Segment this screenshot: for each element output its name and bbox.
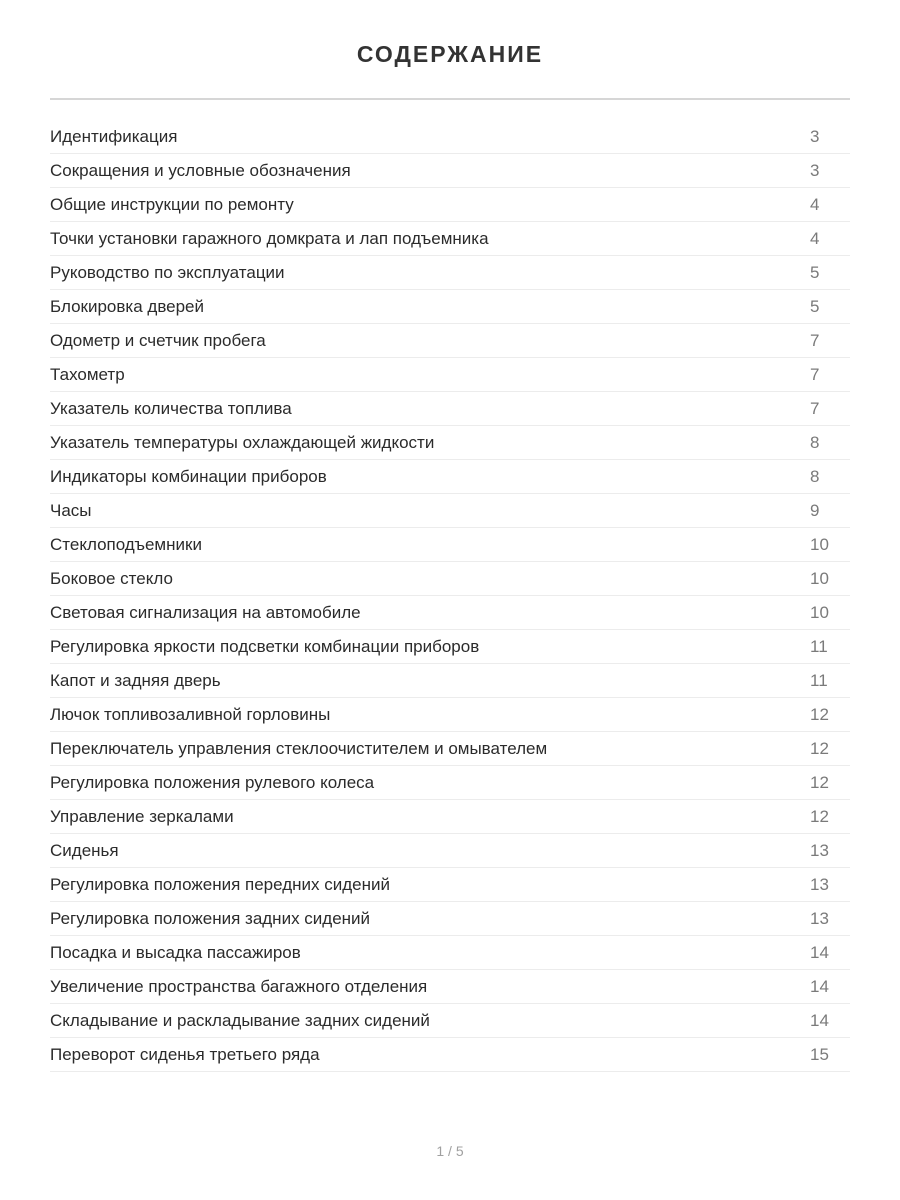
toc-entry-label: Сокращения и условные обозначения [50, 160, 351, 180]
toc-entry[interactable] [50, 868, 850, 902]
toc-entry-page-number: 11 [810, 636, 828, 656]
toc-entry-page-number: 7 [810, 330, 820, 350]
toc-entry-label: Стеклоподъемники [50, 534, 202, 554]
toc-entry-label: Лючок топливозаливной горловины [50, 704, 331, 724]
toc-entry-page-number: 13 [810, 874, 829, 894]
toc-entry[interactable] [50, 154, 850, 188]
toc-entry[interactable] [50, 630, 850, 664]
toc-entry-label: Капот и задняя дверь [50, 670, 221, 690]
toc-entry-label: Одометр и счетчик пробега [50, 330, 266, 350]
toc-entry-page-number: 14 [810, 1010, 829, 1030]
toc-entry-page-number: 10 [810, 602, 829, 622]
toc-entry-label: Переключатель управления стеклоочистителем и омывателем [50, 738, 548, 758]
toc-entry-page-number: 7 [810, 398, 820, 418]
toc-entry[interactable] [50, 358, 850, 392]
toc-entry[interactable] [50, 222, 850, 256]
toc-entry[interactable] [50, 392, 850, 426]
toc-entry[interactable] [50, 426, 850, 460]
toc-entry-label: Регулировка положения рулевого колеса [50, 772, 375, 792]
toc-entry[interactable] [50, 664, 850, 698]
toc-entry[interactable] [50, 1004, 850, 1038]
toc-entry-label: Руководство по эксплуатации [50, 262, 285, 282]
toc-entry-label: Регулировка яркости подсветки комбинации приборов [50, 636, 480, 656]
toc-entry[interactable] [50, 902, 850, 936]
toc-entry-page-number: 14 [810, 942, 829, 962]
toc-entry-page-number: 12 [810, 738, 829, 758]
toc-entry[interactable] [50, 494, 850, 528]
toc-entry-page-number: 8 [810, 466, 820, 486]
toc-entry-page-number: 10 [810, 568, 829, 588]
toc-entry[interactable] [50, 596, 850, 630]
toc-entry[interactable] [50, 528, 850, 562]
toc-entry[interactable] [50, 1038, 850, 1072]
toc-entry[interactable] [50, 766, 850, 800]
toc-entry-page-number: 5 [810, 262, 820, 282]
toc-entry-label: Индикаторы комбинации приборов [50, 466, 327, 486]
toc-entry[interactable] [50, 970, 850, 1004]
toc-entry-page-number: 11 [810, 670, 828, 690]
toc-entry-label: Управление зеркалами [50, 806, 234, 826]
toc-entry-page-number: 9 [810, 500, 820, 520]
toc-entry[interactable] [50, 324, 850, 358]
toc-entry-page-number: 3 [810, 160, 820, 180]
toc-entry[interactable] [50, 732, 850, 766]
toc-entry-page-number: 14 [810, 976, 829, 996]
toc-entry-label: Сиденья [50, 840, 119, 860]
toc-entry[interactable] [50, 698, 850, 732]
toc-entry-label: Точки установки гаражного домкрата и лап подъемника [50, 228, 489, 248]
toc-entry-label: Указатель количества топлива [50, 398, 292, 418]
toc-entry-page-number: 13 [810, 840, 829, 860]
toc-entry[interactable] [50, 936, 850, 970]
toc-entry-page-number: 12 [810, 806, 829, 826]
page-title: СОДЕРЖАНИЕ [50, 0, 850, 100]
toc-entry-page-number: 7 [810, 364, 820, 384]
toc-entry-page-number: 15 [810, 1044, 829, 1064]
toc-entry-page-number: 12 [810, 704, 829, 724]
toc-entry-label: Указатель температуры охлаждающей жидкости [50, 432, 435, 452]
toc-entry[interactable] [50, 562, 850, 596]
toc-entry-page-number: 8 [810, 432, 820, 452]
document-page [50, 0, 850, 1072]
toc-entry[interactable] [50, 120, 850, 154]
toc-entry[interactable] [50, 460, 850, 494]
toc-entry-label: Часы [50, 500, 92, 520]
toc-entry-label: Посадка и высадка пассажиров [50, 942, 301, 962]
toc-entry-page-number: 4 [810, 228, 820, 248]
toc-entry-page-number: 5 [810, 296, 820, 316]
toc-entry-label: Идентификация [50, 126, 178, 146]
toc-entry-page-number: 3 [810, 126, 820, 146]
toc-entry[interactable] [50, 800, 850, 834]
toc-entry-label: Переворот сиденья третьего ряда [50, 1044, 320, 1064]
toc-entry-label: Тахометр [50, 364, 125, 384]
toc-entry-label: Световая сигнализация на автомобиле [50, 602, 361, 622]
toc-entry-page-number: 12 [810, 772, 829, 792]
toc-entry-label: Общие инструкции по ремонту [50, 194, 294, 214]
toc-entry-label: Увеличение пространства багажного отделения [50, 976, 428, 996]
toc-entry[interactable] [50, 834, 850, 868]
toc-entry-label: Блокировка дверей [50, 296, 205, 316]
toc-entry[interactable] [50, 188, 850, 222]
table-of-contents [50, 120, 850, 1072]
toc-entry-label: Регулировка положения задних сидений [50, 908, 371, 928]
toc-entry-label: Регулировка положения передних сидений [50, 874, 390, 894]
toc-entry-label: Боковое стекло [50, 568, 173, 588]
toc-entry-page-number: 4 [810, 194, 820, 214]
page-indicator: 1 / 5 [436, 1143, 464, 1159]
toc-entry-page-number: 10 [810, 534, 829, 554]
toc-entry-page-number: 13 [810, 908, 829, 928]
toc-entry[interactable] [50, 290, 850, 324]
toc-entry-label: Складывание и раскладывание задних сидений [50, 1010, 430, 1030]
toc-entry[interactable] [50, 256, 850, 290]
